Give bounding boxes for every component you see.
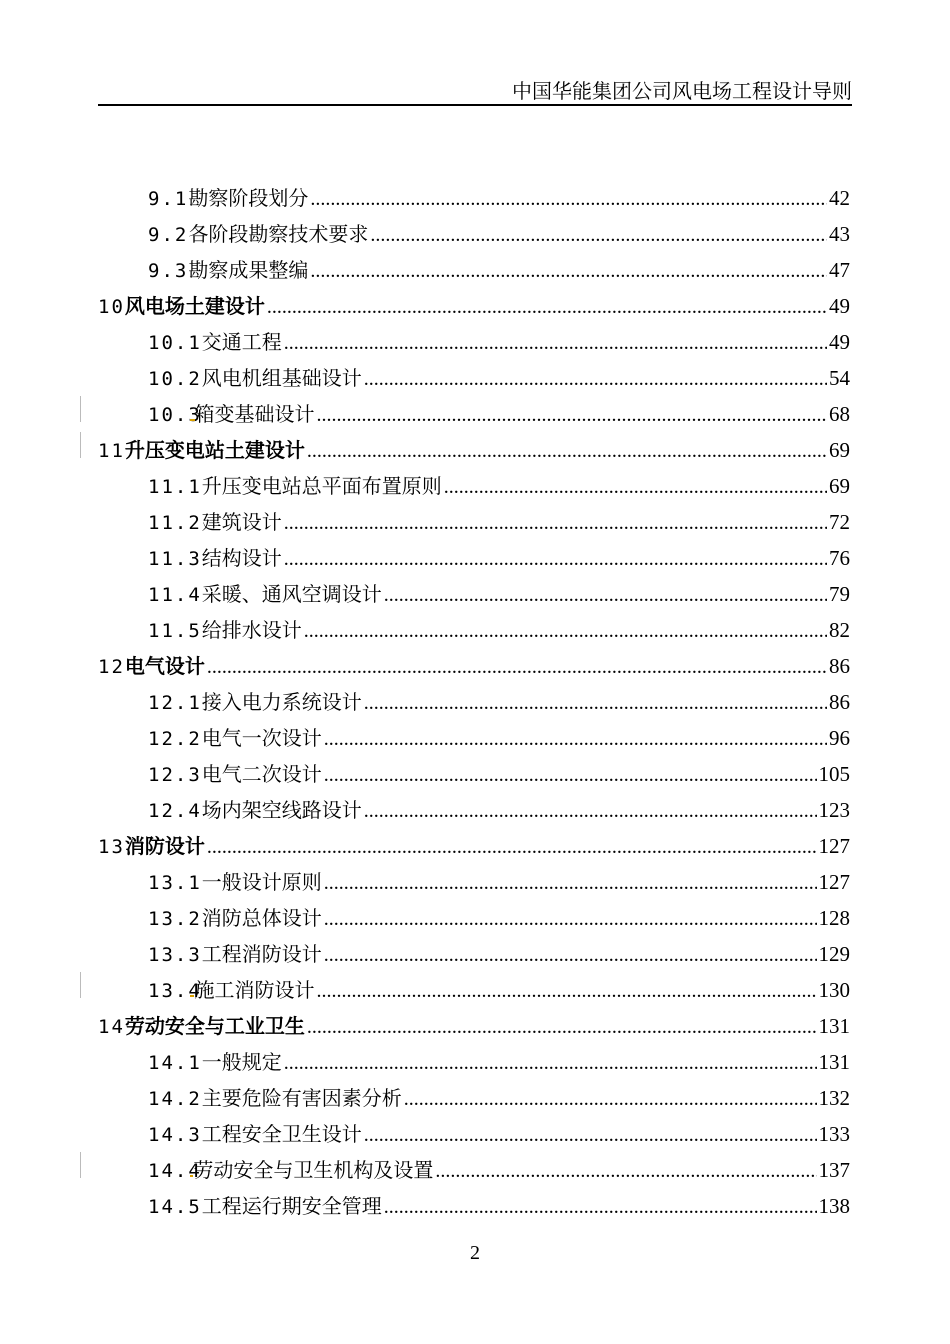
toc-entry[interactable]: [98, 1080, 850, 1116]
toc-entry[interactable]: [98, 216, 850, 252]
toc-number: 14.2: [148, 1088, 202, 1110]
toc-number: 14.3: [148, 1124, 202, 1146]
toc-number: 10.2: [148, 368, 202, 390]
toc-entry[interactable]: [98, 612, 850, 648]
toc-entry[interactable]: [98, 792, 850, 828]
dot-leader: [384, 577, 827, 613]
toc-title: 各阶段勘察技术要求: [188, 222, 369, 246]
dot-leader: [284, 1045, 817, 1081]
toc-number: 12.3: [148, 764, 202, 786]
toc-number: 12: [98, 656, 125, 678]
toc-entry[interactable]: [98, 504, 850, 540]
dot-leader: [267, 289, 827, 325]
dot-leader: [284, 505, 827, 541]
toc-title: 交通工程: [201, 330, 282, 354]
dot-leader: [307, 433, 827, 469]
dot-leader: [317, 397, 827, 433]
dot-leader: [324, 901, 817, 937]
change-bar: [80, 396, 81, 422]
toc-title: 工程安全卫生设计: [201, 1122, 362, 1146]
toc-number: 10.1: [148, 332, 202, 354]
toc-page: 127: [818, 834, 850, 858]
toc-chapter[interactable]: [98, 432, 850, 468]
dot-leader: [284, 541, 827, 577]
toc-title: 接入电力系统设计: [201, 690, 362, 714]
toc-title: 升压变电站土建设计: [124, 438, 305, 462]
dot-leader: [310, 181, 827, 217]
dot-leader: [324, 757, 817, 793]
toc-number: 14: [98, 1016, 125, 1038]
dot-leader: [324, 865, 817, 901]
toc-title: 工程运行期安全管理: [201, 1194, 382, 1218]
toc-number: 11.3: [148, 548, 202, 570]
dot-leader: [207, 829, 817, 865]
toc-entry[interactable]: [98, 576, 850, 612]
toc-title: 风电场土建设计: [124, 294, 265, 318]
toc-title: 场内架空线路设计: [201, 798, 362, 822]
toc-page: 82: [829, 618, 850, 642]
dot-leader: [444, 469, 827, 505]
toc-chapter[interactable]: [98, 828, 850, 864]
table-of-contents: [98, 180, 850, 1224]
toc-entry[interactable]: [98, 360, 850, 396]
toc-entry[interactable]: [98, 1116, 850, 1152]
toc-page: 131: [818, 1014, 850, 1038]
toc-entry[interactable]: [98, 252, 850, 288]
dot-leader: [207, 649, 827, 685]
toc-title: 电气二次设计: [201, 762, 322, 786]
toc-number: 13: [98, 836, 125, 858]
toc-title: 电气一次设计: [201, 726, 322, 750]
toc-page: 43: [829, 222, 850, 246]
toc-number: 11.5: [148, 620, 202, 642]
toc-page: 133: [818, 1122, 850, 1146]
toc-entry[interactable]: [98, 396, 850, 432]
toc-number: 12.2: [148, 728, 202, 750]
toc-title: 建筑设计: [201, 510, 282, 534]
dot-leader: [324, 721, 827, 757]
toc-title: 给排水设计: [201, 618, 302, 642]
toc-page: 76: [829, 546, 850, 570]
dot-leader: [364, 793, 817, 829]
dot-leader: [404, 1081, 817, 1117]
toc-number: 9.1: [148, 188, 189, 210]
toc-entry[interactable]: [98, 864, 850, 900]
toc-title: 一般规定: [201, 1050, 282, 1074]
toc-number: 14.4: [148, 1160, 202, 1182]
dot-leader: [316, 973, 816, 1009]
toc-entry[interactable]: [98, 468, 850, 504]
toc-chapter[interactable]: [98, 648, 850, 684]
change-bar: [80, 972, 81, 998]
dot-leader: [310, 253, 827, 289]
toc-title: 勘察成果整编: [188, 258, 309, 282]
toc-title: 消防设计: [124, 834, 205, 858]
toc-page: 132: [818, 1086, 850, 1110]
toc-page: 123: [818, 798, 850, 822]
toc-entry[interactable]: [98, 756, 850, 792]
toc-page: 127: [818, 870, 850, 894]
toc-title: 施工消防设计: [194, 978, 315, 1002]
toc-page: 137: [818, 1158, 850, 1182]
toc-entry[interactable]: [98, 936, 850, 972]
toc-number: 13.4: [148, 980, 202, 1002]
dot-leader: [364, 685, 827, 721]
running-header: 中国华能集团公司风电场工程设计导则: [512, 79, 852, 103]
toc-page: 49: [829, 330, 850, 354]
dot-leader: [324, 937, 817, 973]
toc-page: 96: [829, 726, 850, 750]
toc-chapter[interactable]: [98, 1008, 850, 1044]
toc-title: 工程消防设计: [201, 942, 322, 966]
change-bar: [80, 1152, 81, 1178]
toc-entry[interactable]: [98, 1152, 850, 1188]
toc-entry[interactable]: [98, 900, 850, 936]
toc-page: 54: [829, 366, 850, 390]
toc-title: 劳动安全与卫生机构及设置: [193, 1158, 434, 1182]
dot-leader: [384, 1189, 817, 1225]
toc-title: 一般设计原则: [201, 870, 322, 894]
toc-page: 86: [829, 654, 850, 678]
toc-number: 9.3: [148, 260, 189, 282]
toc-page: 131: [818, 1050, 850, 1074]
toc-page: 47: [829, 258, 850, 282]
dot-leader: [304, 613, 827, 649]
toc-title: 箱变基础设计: [194, 402, 315, 426]
dot-leader: [364, 1117, 817, 1153]
dot-leader: [284, 325, 827, 361]
toc-chapter[interactable]: [98, 288, 850, 324]
toc-page: 68: [829, 402, 850, 426]
toc-title: 消防总体设计: [201, 906, 322, 930]
toc-page: 129: [818, 942, 850, 966]
toc-entry[interactable]: [98, 1044, 850, 1080]
toc-entry[interactable]: [98, 540, 850, 576]
toc-title: 采暖、通风空调设计: [201, 582, 382, 606]
toc-page: 72: [829, 510, 850, 534]
dot-leader: [307, 1009, 817, 1045]
toc-page: 130: [818, 978, 850, 1002]
toc-number: 13.3: [148, 944, 202, 966]
toc-page: 42: [829, 186, 850, 210]
toc-title: 结构设计: [201, 546, 282, 570]
toc-title: 风电机组基础设计: [201, 366, 362, 390]
toc-page: 86: [829, 690, 850, 714]
toc-number: 14.5: [148, 1196, 202, 1218]
toc-entry[interactable]: [98, 1188, 850, 1224]
toc-title: 升压变电站总平面布置原则: [201, 474, 442, 498]
toc-entry[interactable]: [98, 684, 850, 720]
toc-number: 11.2: [148, 512, 202, 534]
toc-entry[interactable]: [98, 972, 850, 1008]
toc-title: 劳动安全与工业卫生: [124, 1014, 305, 1038]
toc-entry[interactable]: [98, 720, 850, 756]
toc-number: 10: [98, 296, 125, 318]
toc-number: 11.4: [148, 584, 202, 606]
toc-page: 128: [818, 906, 850, 930]
toc-number: 13.1: [148, 872, 202, 894]
toc-number: 9.2: [148, 224, 189, 246]
toc-number: 12.4: [148, 800, 202, 822]
dot-leader: [364, 361, 827, 397]
dot-leader: [370, 217, 827, 253]
toc-page: 105: [818, 762, 850, 786]
toc-title: 主要危险有害因素分析: [201, 1086, 402, 1110]
toc-number: 12.1: [148, 692, 202, 714]
toc-entry[interactable]: [98, 180, 850, 216]
header-divider: [98, 104, 852, 106]
change-bar: [80, 432, 81, 458]
toc-entry[interactable]: [98, 324, 850, 360]
toc-page: 69: [829, 438, 850, 462]
toc-page: 79: [829, 582, 850, 606]
toc-number: 11: [98, 440, 125, 462]
toc-number: 10.3: [148, 404, 202, 426]
toc-number: 13.2: [148, 908, 202, 930]
toc-title: 电气设计: [124, 654, 205, 678]
toc-page: 138: [818, 1194, 850, 1218]
toc-number: 11.1: [148, 476, 202, 498]
toc-number: 14.1: [148, 1052, 202, 1074]
dot-leader: [435, 1153, 816, 1189]
toc-page: 49: [829, 294, 850, 318]
page-number: 2: [470, 1242, 480, 1264]
toc-page: 69: [829, 474, 850, 498]
toc-title: 勘察阶段划分: [188, 186, 309, 210]
